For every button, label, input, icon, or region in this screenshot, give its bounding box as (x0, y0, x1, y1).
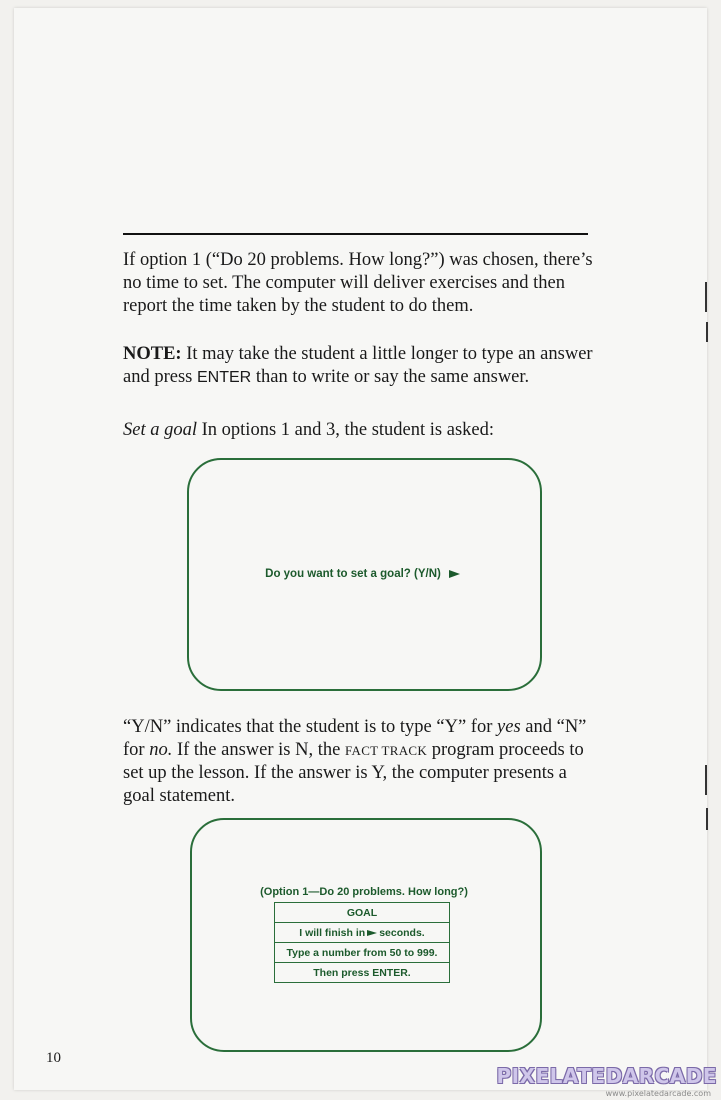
yn-paragraph (123, 716, 593, 808)
note-text-after: than to write or say the same answer. (255, 367, 530, 387)
yn-text-d: program proceeds to set up the lesson. If the answer is Y, the computer presents a goal statement. (123, 740, 584, 806)
note-paragraph (123, 343, 593, 389)
goal-prompt-text: Do you want to set a goal? (Y/N) (265, 568, 441, 580)
table-row (275, 923, 450, 943)
press-enter-row: Then press ENTER. (275, 963, 450, 983)
finish-text-b: seconds. (379, 926, 425, 939)
yn-text-c: If the answer is N, the (176, 740, 341, 760)
goal-heading: GOAL (275, 903, 450, 923)
binding-mark (706, 322, 708, 342)
yn-text-a: “Y/N” indicates that the student is to type “Y” for (123, 717, 493, 737)
binding-mark (706, 808, 708, 830)
no-word: no. (149, 740, 173, 760)
paragraph-option1: If option 1 (“Do 20 problems. How long?”) was chosen, there’s no time to set. The computer will deliver exercises and then report the time taken by the student to do them. (123, 250, 593, 316)
yes-word: yes (497, 717, 521, 737)
set-goal-text: In options 1 and 3, the student is asked: (201, 420, 494, 440)
note-text-before: It may take the student a little longer to type an answer and press (123, 344, 593, 387)
watermark-logo: PIXELATEDARCADE (496, 1064, 717, 1088)
note-label: NOTE: (123, 344, 182, 364)
option-caption: (Option 1—Do 20 problems. How long?) (260, 886, 468, 898)
finish-text-a: I will finish in (299, 926, 366, 939)
finish-row (275, 923, 450, 943)
set-goal-label: Set a goal (123, 420, 197, 440)
table-row (275, 963, 450, 983)
table-row (275, 943, 450, 963)
binding-mark (705, 282, 707, 312)
binding-mark (705, 765, 707, 795)
set-goal-paragraph (123, 419, 593, 442)
yn-text-b: and “N” for (123, 717, 587, 760)
goal-prompt (187, 568, 538, 580)
watermark-url: www.pixelatedarcade.com (605, 1089, 711, 1098)
enter-key-label: ENTER (196, 369, 252, 386)
page-number: 10 (46, 1050, 61, 1066)
goal-table (274, 902, 450, 983)
fact-track-name: FACT TRACK (344, 743, 428, 758)
right-arrow-icon (367, 930, 377, 936)
table-row (275, 903, 450, 923)
type-number-row: Type a number from 50 to 999. (275, 943, 450, 963)
section-rule (123, 233, 588, 235)
right-arrow-icon (449, 570, 460, 578)
